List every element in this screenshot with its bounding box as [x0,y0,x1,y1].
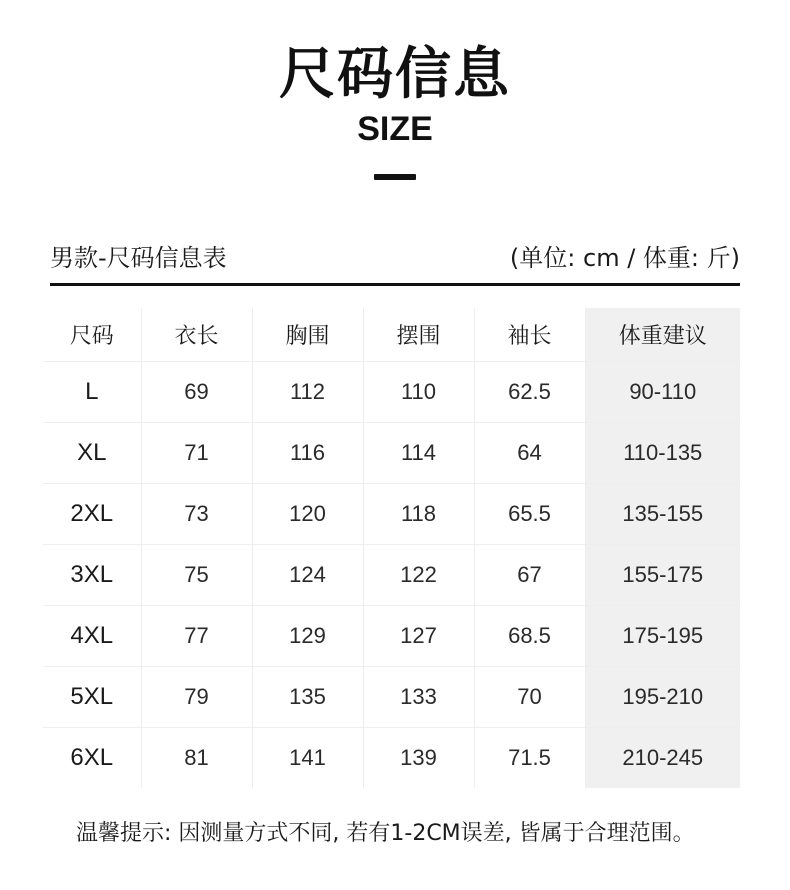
size-cell: 6XL [43,728,141,789]
hem-cell: 118 [363,484,474,545]
unit-note: (单位: cm / 体重: 斤) [509,244,740,272]
sleeve-cell: 71.5 [474,728,585,789]
length-cell: 79 [141,667,252,728]
chest-cell: 124 [252,545,363,606]
sleeve-cell: 62.5 [474,362,585,423]
sleeve-cell: 70 [474,667,585,728]
hem-cell: 110 [363,362,474,423]
size-cell: 5XL [43,667,141,728]
table-row [43,423,740,484]
chest-cell: 120 [252,484,363,545]
chest-cell: 141 [252,728,363,789]
column-header-length: 衣长 [141,308,252,362]
header-divider [50,283,740,286]
column-header-chest: 胸围 [252,308,363,362]
sleeve-cell: 67 [474,545,585,606]
table-name: 男款-尺码信息表 [50,244,227,272]
page-subtitle: SIZE [357,110,433,148]
length-cell: 81 [141,728,252,789]
title-underline [374,174,416,180]
length-cell: 71 [141,423,252,484]
sleeve-cell: 65.5 [474,484,585,545]
weight-cell: 175-195 [585,606,740,667]
hem-cell: 114 [363,423,474,484]
table-row [43,667,740,728]
weight-cell: 155-175 [585,545,740,606]
footer-note: 温馨提示: 因测量方式不同, 若有1-2CM误差, 皆属于合理范围。 [76,821,695,846]
table-row [43,362,740,423]
length-cell: 77 [141,606,252,667]
length-cell: 69 [141,362,252,423]
chest-cell: 112 [252,362,363,423]
table-header-row [43,308,740,362]
chest-cell: 135 [252,667,363,728]
sleeve-cell: 68.5 [474,606,585,667]
length-cell: 75 [141,545,252,606]
size-cell: 2XL [43,484,141,545]
table-row [43,606,740,667]
weight-cell: 135-155 [585,484,740,545]
weight-cell: 210-245 [585,728,740,789]
page-title: 尺码信息 [279,42,511,107]
column-header-hem: 摆围 [363,308,474,362]
size-cell: 3XL [43,545,141,606]
table-row [43,484,740,545]
column-header-weight: 体重建议 [585,308,740,362]
chest-cell: 116 [252,423,363,484]
weight-cell: 110-135 [585,423,740,484]
weight-cell: 195-210 [585,667,740,728]
hem-cell: 127 [363,606,474,667]
table-row [43,728,740,789]
table-row [43,545,740,606]
size-cell: L [43,362,141,423]
hem-cell: 133 [363,667,474,728]
length-cell: 73 [141,484,252,545]
size-table [43,308,740,788]
size-cell: XL [43,423,141,484]
chest-cell: 129 [252,606,363,667]
weight-cell: 90-110 [585,362,740,423]
sleeve-cell: 64 [474,423,585,484]
column-header-sleeve: 袖长 [474,308,585,362]
hem-cell: 139 [363,728,474,789]
size-cell: 4XL [43,606,141,667]
hem-cell: 122 [363,545,474,606]
column-header-size: 尺码 [43,308,141,362]
